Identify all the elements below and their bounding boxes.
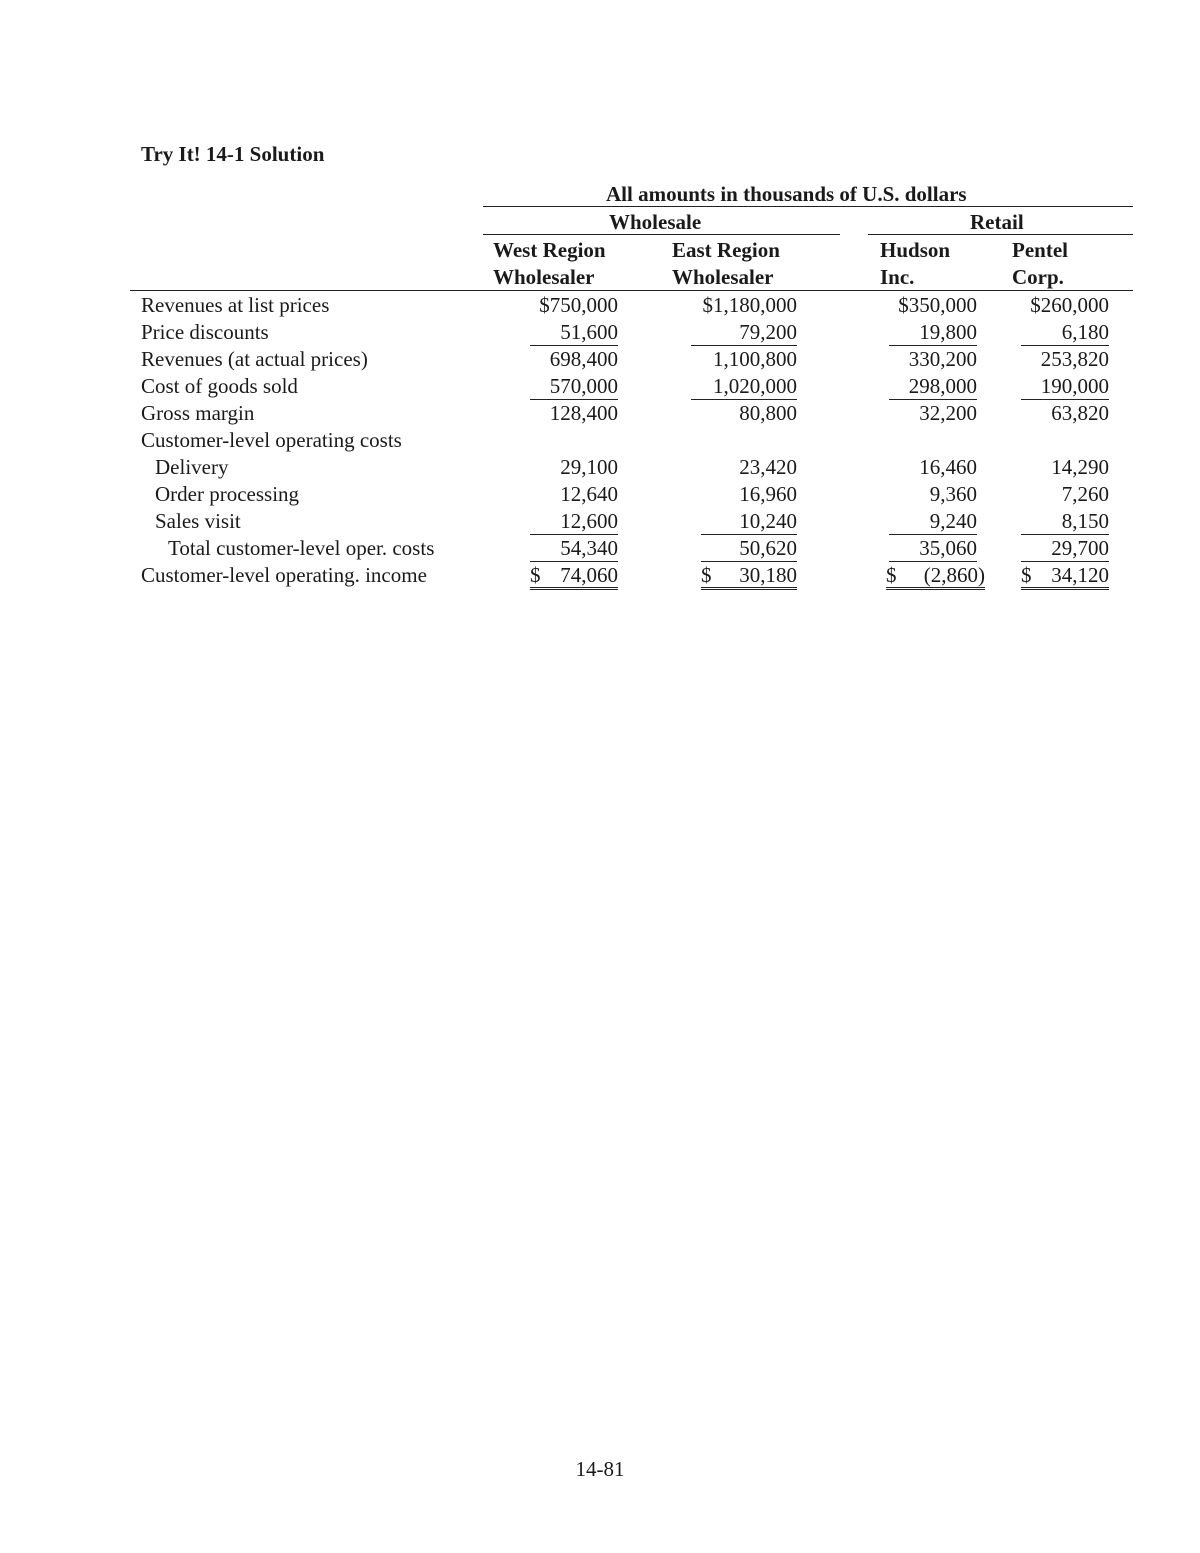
cell-west: $750,000 (539, 293, 618, 317)
cell-pentel: 14,290 (1051, 455, 1109, 479)
cell-east: $ 30,180 (701, 564, 797, 590)
col-header-pentel-1: Pentel (1012, 238, 1068, 262)
cell-hudson: 19,800 (889, 321, 977, 346)
cell-west: 128,400 (549, 401, 618, 425)
cell-east: 1,100,800 (713, 347, 797, 371)
caption-rule (483, 206, 1133, 207)
page-title: Try It! 14-1 Solution (141, 142, 325, 166)
col-header-hudson-1: Hudson (880, 238, 951, 262)
cell-pentel: $260,000 (1030, 293, 1109, 317)
cell-hudson: 9,360 (929, 482, 977, 506)
row-label: Total customer-level oper. costs (168, 536, 435, 560)
row-label: Revenues (at actual prices) (141, 347, 368, 371)
row-label: Price discounts (141, 320, 269, 344)
row-label: Gross margin (141, 401, 255, 425)
cell-hudson: 35,060 (889, 537, 977, 562)
cell-east: 50,620 (701, 537, 797, 562)
cell-east: 16,960 (739, 482, 797, 506)
cell-pentel: 253,820 (1040, 347, 1109, 371)
cell-pentel: $ 34,120 (1021, 564, 1109, 590)
cell-hudson: 298,000 (889, 375, 977, 400)
row-label: Delivery (155, 455, 229, 479)
cell-east: 10,240 (701, 510, 797, 535)
cell-pentel: 29,700 (1021, 537, 1109, 562)
col-header-east-1: East Region (672, 238, 780, 262)
cell-west: 54,340 (530, 537, 618, 562)
cell-east: 79,200 (691, 321, 797, 346)
cell-east: 80,800 (739, 401, 797, 425)
row-label: Customer-level operating. income (141, 563, 427, 587)
cell-west: 698,400 (549, 347, 618, 371)
row-label: Revenues at list prices (141, 293, 330, 317)
cell-hudson: 330,200 (908, 347, 977, 371)
group-retail: Retail (970, 210, 1024, 234)
cell-pentel: 7,260 (1061, 482, 1109, 506)
group-wholesale: Wholesale (609, 210, 702, 234)
cell-pentel: 190,000 (1021, 375, 1109, 400)
cell-east: $1,180,000 (702, 293, 797, 317)
table-caption: All amounts in thousands of U.S. dollars (606, 182, 967, 206)
cell-west: 29,100 (560, 455, 618, 479)
row-label: Cost of goods sold (141, 374, 298, 398)
cell-west: $ 74,060 (530, 564, 618, 590)
cell-hudson: 32,200 (919, 401, 977, 425)
row-label: Customer-level operating costs (141, 428, 402, 452)
col-header-west-2: Wholesaler (493, 265, 595, 289)
cell-east: 23,420 (739, 455, 797, 479)
col-header-east-2: Wholesaler (672, 265, 774, 289)
retail-rule (868, 234, 1133, 235)
header-rule (130, 290, 1133, 291)
cell-hudson: $ (2,860) (886, 564, 985, 590)
col-header-pentel-2: Corp. (1012, 265, 1064, 289)
cell-pentel: 6,180 (1021, 321, 1109, 346)
cell-west: 12,600 (530, 510, 618, 535)
row-label: Order processing (155, 482, 300, 506)
cell-hudson: $350,000 (898, 293, 977, 317)
wholesale-rule (483, 234, 840, 235)
row-label: Sales visit (155, 509, 241, 533)
cell-hudson: 9,240 (889, 510, 977, 535)
cell-pentel: 63,820 (1051, 401, 1109, 425)
cell-hudson: 16,460 (919, 455, 977, 479)
col-header-west-1: West Region (493, 238, 606, 262)
cell-west: 570,000 (530, 375, 618, 400)
cell-west: 51,600 (530, 321, 618, 346)
cell-west: 12,640 (560, 482, 618, 506)
col-header-hudson-2: Inc. (880, 265, 915, 289)
cell-east: 1,020,000 (691, 375, 797, 400)
page-number: 14-81 (575, 1457, 625, 1481)
cell-pentel: 8,150 (1021, 510, 1109, 535)
